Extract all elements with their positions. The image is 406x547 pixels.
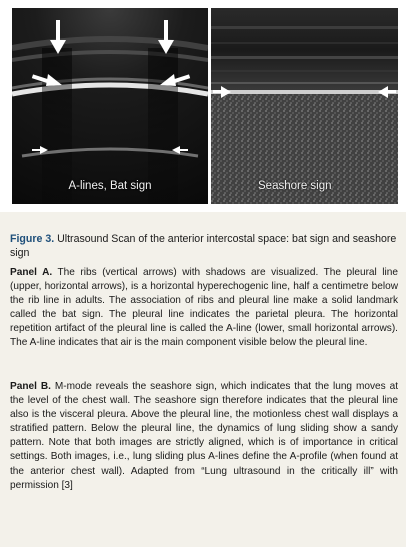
panel-a-body: The ribs (vertical arrows) with shadows are visualized. The pleural line (upper, horizontal arrows), is a horizontal hyperechogenic line, half a centimetre below the rib line in adults. The association of ribs and pleural line make a solid landmark called the bat sign. The pleural line indicates the parietal pleura. The horizontal repetition artifact of the pleural line is called the A-line (lower, small horizontal arrows). The A-line indicates that air is the main component visible below the pleural line. <box>10 267 399 349</box>
panel-b-heading: Panel B. <box>10 381 51 392</box>
ultrasound-panel-a <box>12 8 208 204</box>
panel-a-label: A-lines, Bat sign <box>68 180 152 192</box>
panel-b-body: M-mode reveals the seashore sign, which indicates that the lung moves at the level of the chest wall. The seashore sign therefore indicates that the pleural line also is the visceral pleura. Above the pleural line, the motionless chest wall displays a stratified pattern. Below the pleural line, the dynamics of lung sliding show a sandy pattern. Note that both images are strictly aligned, which is of importance in critical settings. Both images, i.e., lung sliding plus A-lines define the A-profile (when found at the anterior chest wall). Adapted from “Lung ultrasound in the critically ill” with permission [3] <box>10 381 399 491</box>
panel-a-description <box>10 266 398 351</box>
ultrasound-image-b <box>211 8 398 204</box>
ultrasound-image-a <box>12 8 208 204</box>
panel-a-heading: Panel A. <box>10 267 53 278</box>
figure-caption-text: Ultrasound Scan of the anterior intercostal space: bat sign and seashore sign <box>10 233 397 259</box>
figure-caption-title <box>10 232 398 260</box>
panel-b-label: Seashore sign <box>258 180 332 192</box>
ultrasound-figure <box>12 8 398 204</box>
ultrasound-panel-b <box>211 8 398 204</box>
panel-b-description <box>10 380 398 493</box>
figure-number: Figure 3. <box>10 233 55 245</box>
